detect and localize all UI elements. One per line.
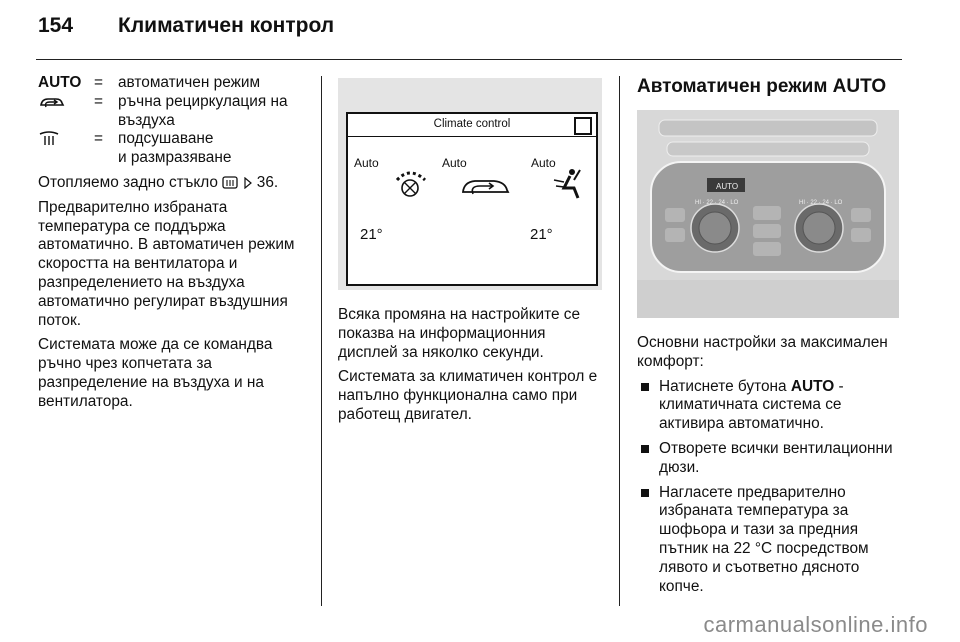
control-panel-photo — [637, 110, 899, 318]
column-divider-2 — [619, 76, 620, 606]
definitions-table — [38, 74, 288, 168]
header-rule — [36, 59, 902, 60]
page-ref-arrow-icon — [243, 177, 253, 189]
bullet-icon — [641, 489, 649, 497]
display-temp-left: 21° — [360, 226, 383, 243]
column-2 — [338, 306, 606, 431]
watermark: carmanualsonline.info — [703, 612, 928, 637]
column-1 — [38, 74, 310, 418]
defrost-icon — [38, 131, 60, 147]
display-auto-right: Auto — [531, 156, 556, 170]
paragraph: Всяка промяна на настройките се показва на информационния дисплей за няколко секунди. — [338, 306, 581, 361]
rear-window-heater-icon — [222, 176, 238, 190]
column-divider-1 — [321, 76, 322, 606]
paragraph: Предварително избраната температура се поддържа автоматично. В автоматичен режим скоростта на вентилатора и разпределението на въздуха автоматично регулират въздушния поток. — [38, 198, 295, 329]
list-item: Отворете всички вентилационни дюзи. — [637, 440, 905, 478]
page-title: Климатичен контрол — [118, 14, 335, 37]
display-temp-right: 21° — [530, 226, 553, 243]
list-item: Нагласете предварително избраната температура за шофьора и тази за предния пътник на 22 °C посредством лявото и съответно дясното копче. — [637, 484, 905, 597]
rear-window-line: Отопляемо задно стъкло 36. — [38, 173, 279, 191]
definition-row: = подсушаване и размразяване — [38, 130, 288, 168]
paragraph: Системата може да се командва ръчно чрез копчетата за разпределение на въздуха и на вентилатора. — [38, 336, 273, 410]
page-number: 154 — [38, 14, 74, 37]
list-item: Натиснете бутона AUTO - климатичната система се активира автоматично. — [637, 378, 905, 434]
definition-row: = ръчна рециркулация на въздуха — [38, 93, 288, 131]
auto-button-label: AUTO — [716, 182, 739, 191]
display-screen — [346, 112, 598, 286]
paragraph: Системата за климатичен контрол е напълно функционална само при работещ двигател. — [338, 368, 598, 423]
section-heading: Автоматичен режим AUTO — [637, 76, 887, 97]
bullet-icon — [641, 445, 649, 453]
display-title: Climate control — [433, 118, 511, 130]
definition-row: AUTO = автоматичен режим — [38, 74, 261, 91]
page-reference: 36. — [256, 173, 279, 191]
fan-icon — [392, 168, 432, 200]
control-panel-drawing — [637, 110, 899, 318]
column-3 — [637, 334, 905, 602]
intro-text: Основни настройки за максимален комфорт: — [637, 334, 888, 370]
display-auto-center: Auto — [442, 156, 467, 170]
right-dial-marks: HI · 22 · 24 · LO — [799, 200, 843, 206]
display-auto-left: Auto — [354, 156, 379, 170]
car-recirculation-icon — [460, 174, 512, 198]
def-key-auto: AUTO — [38, 74, 82, 91]
climate-display-illustration — [338, 78, 602, 290]
recirculation-icon — [38, 94, 66, 110]
bullet-icon — [641, 383, 649, 391]
air-distribution-icon — [550, 166, 586, 202]
page-header — [38, 14, 334, 38]
settings-icon — [574, 117, 592, 135]
instruction-list — [637, 378, 905, 597]
left-dial-marks: HI · 22 · 24 · LO — [695, 200, 739, 206]
